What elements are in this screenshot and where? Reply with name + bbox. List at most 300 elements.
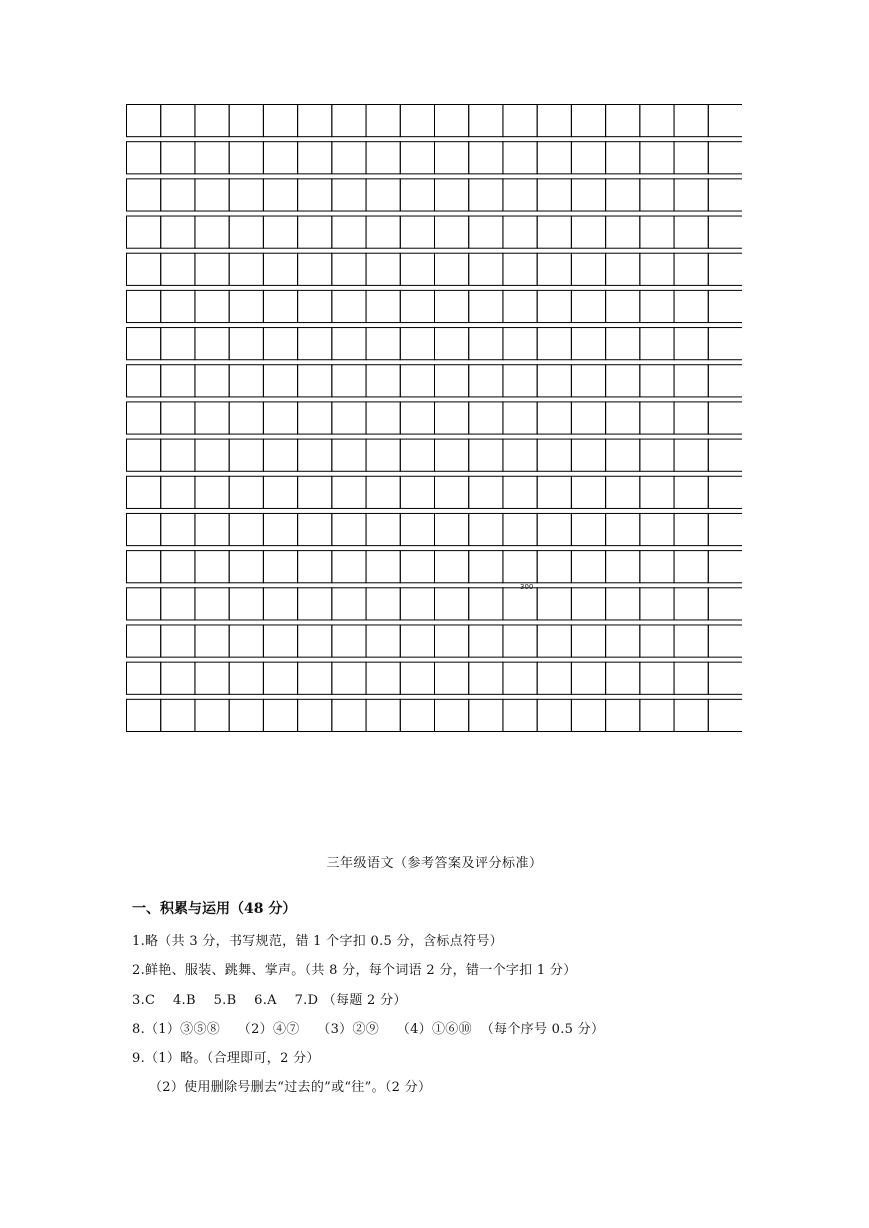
- grid-cell: [298, 588, 332, 620]
- writing-grid: [126, 104, 742, 732]
- grid-cell: [606, 328, 640, 360]
- document-title: 三年级语文（参考答案及评分标准）: [326, 856, 543, 871]
- grid-cell: [674, 588, 708, 620]
- grid-cell: [640, 625, 674, 657]
- grid-cell: [674, 365, 708, 397]
- grid-cell: [332, 402, 366, 434]
- grid-cell: [195, 142, 229, 174]
- grid-cell: [229, 328, 263, 360]
- grid-cell: [298, 179, 332, 211]
- grid-cell: [400, 476, 434, 508]
- grid-cell: [366, 476, 400, 508]
- grid-cell: [537, 253, 571, 285]
- grid-cell: [366, 365, 400, 397]
- grid-cell: [640, 699, 674, 731]
- grid-cell: [263, 513, 297, 545]
- grid-cell: [400, 105, 434, 137]
- grid-cell: [195, 588, 229, 620]
- grid-cell: [161, 551, 195, 583]
- grid-row: [127, 365, 743, 397]
- grid-cell: [263, 625, 297, 657]
- grid-row: [127, 588, 743, 620]
- grid-row: [127, 662, 743, 694]
- grid-cell: [537, 513, 571, 545]
- grid-row: [127, 142, 743, 174]
- grid-cell: [195, 216, 229, 248]
- grid-cell: [366, 179, 400, 211]
- grid-cell: [332, 476, 366, 508]
- grid-cell: [127, 439, 161, 471]
- grid-cell: [263, 142, 297, 174]
- grid-row: [127, 402, 743, 434]
- grid-cell: [571, 699, 605, 731]
- grid-cell: [537, 588, 571, 620]
- grid-cell: [366, 625, 400, 657]
- grid-cell: [366, 142, 400, 174]
- grid-row: [127, 253, 743, 285]
- grid-cell: [195, 402, 229, 434]
- grid-cell: [161, 588, 195, 620]
- grid-cell: [571, 365, 605, 397]
- grid-cell: [537, 699, 571, 731]
- grid-cell: [400, 588, 434, 620]
- grid-cell: [229, 699, 263, 731]
- grid-cell: [503, 142, 537, 174]
- grid-cell: [263, 290, 297, 322]
- grid-cell: [708, 328, 742, 360]
- grid-cell: [640, 551, 674, 583]
- grid-cell: [332, 699, 366, 731]
- grid-cell: [366, 105, 400, 137]
- grid-cell: [400, 513, 434, 545]
- grid-cell: [469, 179, 503, 211]
- grid-cell: [640, 142, 674, 174]
- grid-cell: [469, 402, 503, 434]
- grid-cell: [537, 439, 571, 471]
- grid-cell: [435, 290, 469, 322]
- grid-cell: [195, 551, 229, 583]
- writing-grid-lines: [126, 104, 742, 732]
- grid-cell: [263, 662, 297, 694]
- grid-cell: [332, 290, 366, 322]
- grid-cell: [400, 290, 434, 322]
- grid-cell: [195, 328, 229, 360]
- grid-cell: [469, 699, 503, 731]
- grid-cell: [298, 253, 332, 285]
- grid-cell: [503, 105, 537, 137]
- grid-row: [127, 699, 743, 731]
- grid-cell: [435, 142, 469, 174]
- grid-cell: [503, 328, 537, 360]
- grid-cell: [195, 290, 229, 322]
- grid-cell: [298, 662, 332, 694]
- grid-cell: [400, 142, 434, 174]
- grid-cell: [640, 328, 674, 360]
- grid-cell: [571, 105, 605, 137]
- grid-cell: [606, 588, 640, 620]
- grid-cell: [708, 699, 742, 731]
- grid-cell: [503, 476, 537, 508]
- grid-cell: [161, 699, 195, 731]
- grid-cell: [606, 439, 640, 471]
- grid-cell: [674, 402, 708, 434]
- grid-cell: [332, 625, 366, 657]
- grid-cell: [332, 253, 366, 285]
- grid-cell: [469, 476, 503, 508]
- answer-line-3: 3.C 4.B 5.B 6.A 7.D （每题 2 分）: [132, 993, 407, 1008]
- grid-cell: [435, 105, 469, 137]
- grid-cell: [366, 253, 400, 285]
- grid-cell: [298, 142, 332, 174]
- grid-cell: [435, 402, 469, 434]
- grid-cell: [298, 365, 332, 397]
- grid-cell: [503, 439, 537, 471]
- grid-cell: [708, 588, 742, 620]
- grid-cell: [400, 439, 434, 471]
- grid-cell: [708, 253, 742, 285]
- grid-cell: [195, 662, 229, 694]
- grid-cell: [195, 476, 229, 508]
- grid-row: [127, 439, 743, 471]
- grid-cell: [400, 402, 434, 434]
- grid-cell: [503, 662, 537, 694]
- grid-cell: [229, 105, 263, 137]
- grid-cell: [332, 105, 366, 137]
- grid-cell: [435, 328, 469, 360]
- grid-cell: [229, 290, 263, 322]
- grid-cell: [571, 662, 605, 694]
- grid-cell: [708, 179, 742, 211]
- grid-cell: [469, 290, 503, 322]
- grid-cell: [640, 476, 674, 508]
- grid-cell: [640, 513, 674, 545]
- grid-count-marker: 300: [520, 583, 534, 591]
- grid-cell: [606, 142, 640, 174]
- grid-cell: [127, 253, 161, 285]
- grid-cell: [503, 625, 537, 657]
- grid-cell: [263, 476, 297, 508]
- grid-cell: [674, 662, 708, 694]
- grid-cell: [298, 625, 332, 657]
- grid-cell: [674, 105, 708, 137]
- grid-cell: [298, 328, 332, 360]
- grid-cell: [127, 662, 161, 694]
- grid-cell: [469, 513, 503, 545]
- grid-cell: [332, 142, 366, 174]
- grid-cell: [674, 513, 708, 545]
- grid-cell: [640, 290, 674, 322]
- grid-cell: [708, 662, 742, 694]
- grid-cell: [229, 402, 263, 434]
- grid-cell: [195, 699, 229, 731]
- grid-cell: [537, 662, 571, 694]
- grid-cell: [161, 290, 195, 322]
- grid-cell: [571, 142, 605, 174]
- grid-cell: [674, 476, 708, 508]
- grid-cell: [537, 216, 571, 248]
- grid-cell: [298, 699, 332, 731]
- grid-cell: [674, 142, 708, 174]
- grid-row: [127, 216, 743, 248]
- grid-cell: [127, 328, 161, 360]
- grid-cell: [400, 625, 434, 657]
- grid-cell: [606, 662, 640, 694]
- grid-cell: [435, 365, 469, 397]
- grid-cell: [229, 588, 263, 620]
- grid-cell: [161, 105, 195, 137]
- grid-cell: [571, 439, 605, 471]
- grid-cell: [503, 290, 537, 322]
- grid-cell: [640, 253, 674, 285]
- grid-cell: [400, 179, 434, 211]
- grid-cell: [195, 253, 229, 285]
- grid-cell: [606, 253, 640, 285]
- grid-cell: [127, 216, 161, 248]
- grid-cell: [263, 551, 297, 583]
- grid-cell: [229, 253, 263, 285]
- grid-cell: [195, 179, 229, 211]
- grid-cell: [161, 253, 195, 285]
- grid-cell: [400, 551, 434, 583]
- grid-cell: [674, 290, 708, 322]
- grid-cell: [503, 365, 537, 397]
- grid-cell: [435, 625, 469, 657]
- grid-cell: [127, 513, 161, 545]
- grid-cell: [435, 551, 469, 583]
- answer-line-2: 2.鲜艳、服装、跳舞、掌声。（共 8 分，每个词语 2 分，错一个字扣 1 分）: [132, 963, 577, 978]
- grid-cell: [229, 625, 263, 657]
- grid-cell: [606, 513, 640, 545]
- grid-cell: [127, 142, 161, 174]
- grid-cell: [640, 179, 674, 211]
- grid-cell: [366, 699, 400, 731]
- grid-cell: [708, 105, 742, 137]
- grid-cell: [469, 439, 503, 471]
- grid-cell: [298, 216, 332, 248]
- grid-cell: [263, 253, 297, 285]
- grid-cell: [537, 625, 571, 657]
- grid-cell: [708, 402, 742, 434]
- grid-cell: [537, 402, 571, 434]
- grid-cell: [503, 513, 537, 545]
- grid-cell: [435, 662, 469, 694]
- grid-cell: [332, 588, 366, 620]
- grid-cell: [127, 105, 161, 137]
- grid-cell: [161, 625, 195, 657]
- grid-cell: [263, 439, 297, 471]
- grid-cell: [161, 476, 195, 508]
- grid-cell: [674, 699, 708, 731]
- grid-cell: [400, 253, 434, 285]
- grid-cell: [298, 439, 332, 471]
- grid-cell: [537, 551, 571, 583]
- grid-cell: [263, 216, 297, 248]
- grid-cell: [435, 513, 469, 545]
- grid-cell: [298, 513, 332, 545]
- grid-cell: [127, 625, 161, 657]
- grid-cell: [263, 365, 297, 397]
- grid-cell: [332, 513, 366, 545]
- grid-cell: [161, 439, 195, 471]
- grid-row: [127, 476, 743, 508]
- grid-cell: [674, 179, 708, 211]
- grid-cell: [366, 513, 400, 545]
- grid-cell: [366, 551, 400, 583]
- grid-cell: [537, 476, 571, 508]
- grid-cell: [640, 216, 674, 248]
- grid-cell: [435, 253, 469, 285]
- grid-cell: [400, 699, 434, 731]
- grid-cell: [503, 179, 537, 211]
- grid-cell: [366, 290, 400, 322]
- grid-cell: [332, 179, 366, 211]
- grid-cell: [127, 699, 161, 731]
- grid-cell: [435, 439, 469, 471]
- grid-cell: [674, 216, 708, 248]
- grid-cell: [606, 179, 640, 211]
- grid-cell: [298, 290, 332, 322]
- grid-cell: [571, 290, 605, 322]
- grid-cell: [435, 476, 469, 508]
- grid-cell: [127, 402, 161, 434]
- grid-cell: [127, 476, 161, 508]
- grid-cell: [606, 476, 640, 508]
- grid-cell: [435, 216, 469, 248]
- grid-cell: [503, 216, 537, 248]
- grid-cell: [708, 290, 742, 322]
- grid-cell: [708, 439, 742, 471]
- grid-cell: [127, 179, 161, 211]
- grid-cell: [332, 216, 366, 248]
- grid-cell: [503, 551, 537, 583]
- grid-cell: [229, 551, 263, 583]
- grid-cell: [298, 551, 332, 583]
- grid-cell: [229, 179, 263, 211]
- grid-cell: [640, 365, 674, 397]
- grid-cell: [606, 105, 640, 137]
- grid-cell: [263, 699, 297, 731]
- grid-cell: [161, 216, 195, 248]
- grid-row: [127, 625, 743, 657]
- grid-cell: [606, 216, 640, 248]
- grid-cell: [195, 625, 229, 657]
- grid-cell: [503, 699, 537, 731]
- grid-cell: [195, 513, 229, 545]
- grid-cell: [435, 588, 469, 620]
- grid-cell: [674, 253, 708, 285]
- grid-cell: [606, 551, 640, 583]
- grid-cell: [571, 625, 605, 657]
- grid-cell: [640, 402, 674, 434]
- grid-cell: [161, 328, 195, 360]
- grid-cell: [469, 662, 503, 694]
- answer-line-6: （2）使用删除号删去“过去的”或“往”。（2 分）: [149, 1080, 432, 1095]
- grid-cell: [674, 551, 708, 583]
- grid-cell: [400, 662, 434, 694]
- grid-cell: [298, 105, 332, 137]
- grid-row: [127, 551, 743, 583]
- grid-cell: [263, 328, 297, 360]
- grid-cell: [674, 625, 708, 657]
- grid-cell: [708, 142, 742, 174]
- grid-cell: [708, 365, 742, 397]
- grid-cell: [674, 439, 708, 471]
- grid-cell: [366, 216, 400, 248]
- grid-cell: [640, 439, 674, 471]
- grid-cell: [263, 588, 297, 620]
- grid-cell: [127, 551, 161, 583]
- grid-cell: [537, 328, 571, 360]
- section-heading: 一、积累与运用（48 分）: [132, 901, 297, 917]
- grid-cell: [366, 328, 400, 360]
- grid-cell: [229, 216, 263, 248]
- grid-cell: [400, 365, 434, 397]
- grid-cell: [571, 253, 605, 285]
- grid-cell: [161, 142, 195, 174]
- grid-cell: [537, 365, 571, 397]
- grid-cell: [606, 402, 640, 434]
- grid-cell: [161, 179, 195, 211]
- grid-cell: [332, 662, 366, 694]
- grid-cell: [469, 216, 503, 248]
- grid-cell: [332, 365, 366, 397]
- grid-cell: [229, 365, 263, 397]
- grid-cell: [708, 551, 742, 583]
- grid-cell: [708, 513, 742, 545]
- grid-cell: [708, 216, 742, 248]
- grid-cell: [708, 476, 742, 508]
- grid-cell: [195, 105, 229, 137]
- grid-cell: [606, 699, 640, 731]
- grid-cell: [127, 588, 161, 620]
- grid-cell: [195, 365, 229, 397]
- grid-cell: [366, 439, 400, 471]
- grid-row: [127, 105, 743, 137]
- grid-cell: [161, 365, 195, 397]
- grid-cell: [263, 105, 297, 137]
- grid-cell: [640, 662, 674, 694]
- grid-cell: [537, 142, 571, 174]
- grid-cell: [298, 476, 332, 508]
- grid-row: [127, 290, 743, 322]
- grid-cell: [161, 513, 195, 545]
- grid-cell: [298, 402, 332, 434]
- grid-cell: [571, 588, 605, 620]
- grid-cell: [503, 588, 537, 620]
- grid-cell: [503, 402, 537, 434]
- grid-cell: [366, 662, 400, 694]
- grid-cell: [127, 365, 161, 397]
- grid-cell: [606, 365, 640, 397]
- grid-row: [127, 179, 743, 211]
- grid-cell: [537, 179, 571, 211]
- grid-cell: [640, 105, 674, 137]
- grid-cell: [469, 253, 503, 285]
- grid-cell: [332, 328, 366, 360]
- grid-cell: [229, 513, 263, 545]
- grid-cell: [400, 328, 434, 360]
- grid-cell: [229, 662, 263, 694]
- grid-cell: [263, 179, 297, 211]
- grid-cell: [229, 142, 263, 174]
- grid-cell: [469, 588, 503, 620]
- grid-cell: [469, 105, 503, 137]
- grid-cell: [571, 179, 605, 211]
- grid-cell: [606, 625, 640, 657]
- grid-cell: [571, 513, 605, 545]
- grid-cell: [366, 588, 400, 620]
- grid-cell: [708, 625, 742, 657]
